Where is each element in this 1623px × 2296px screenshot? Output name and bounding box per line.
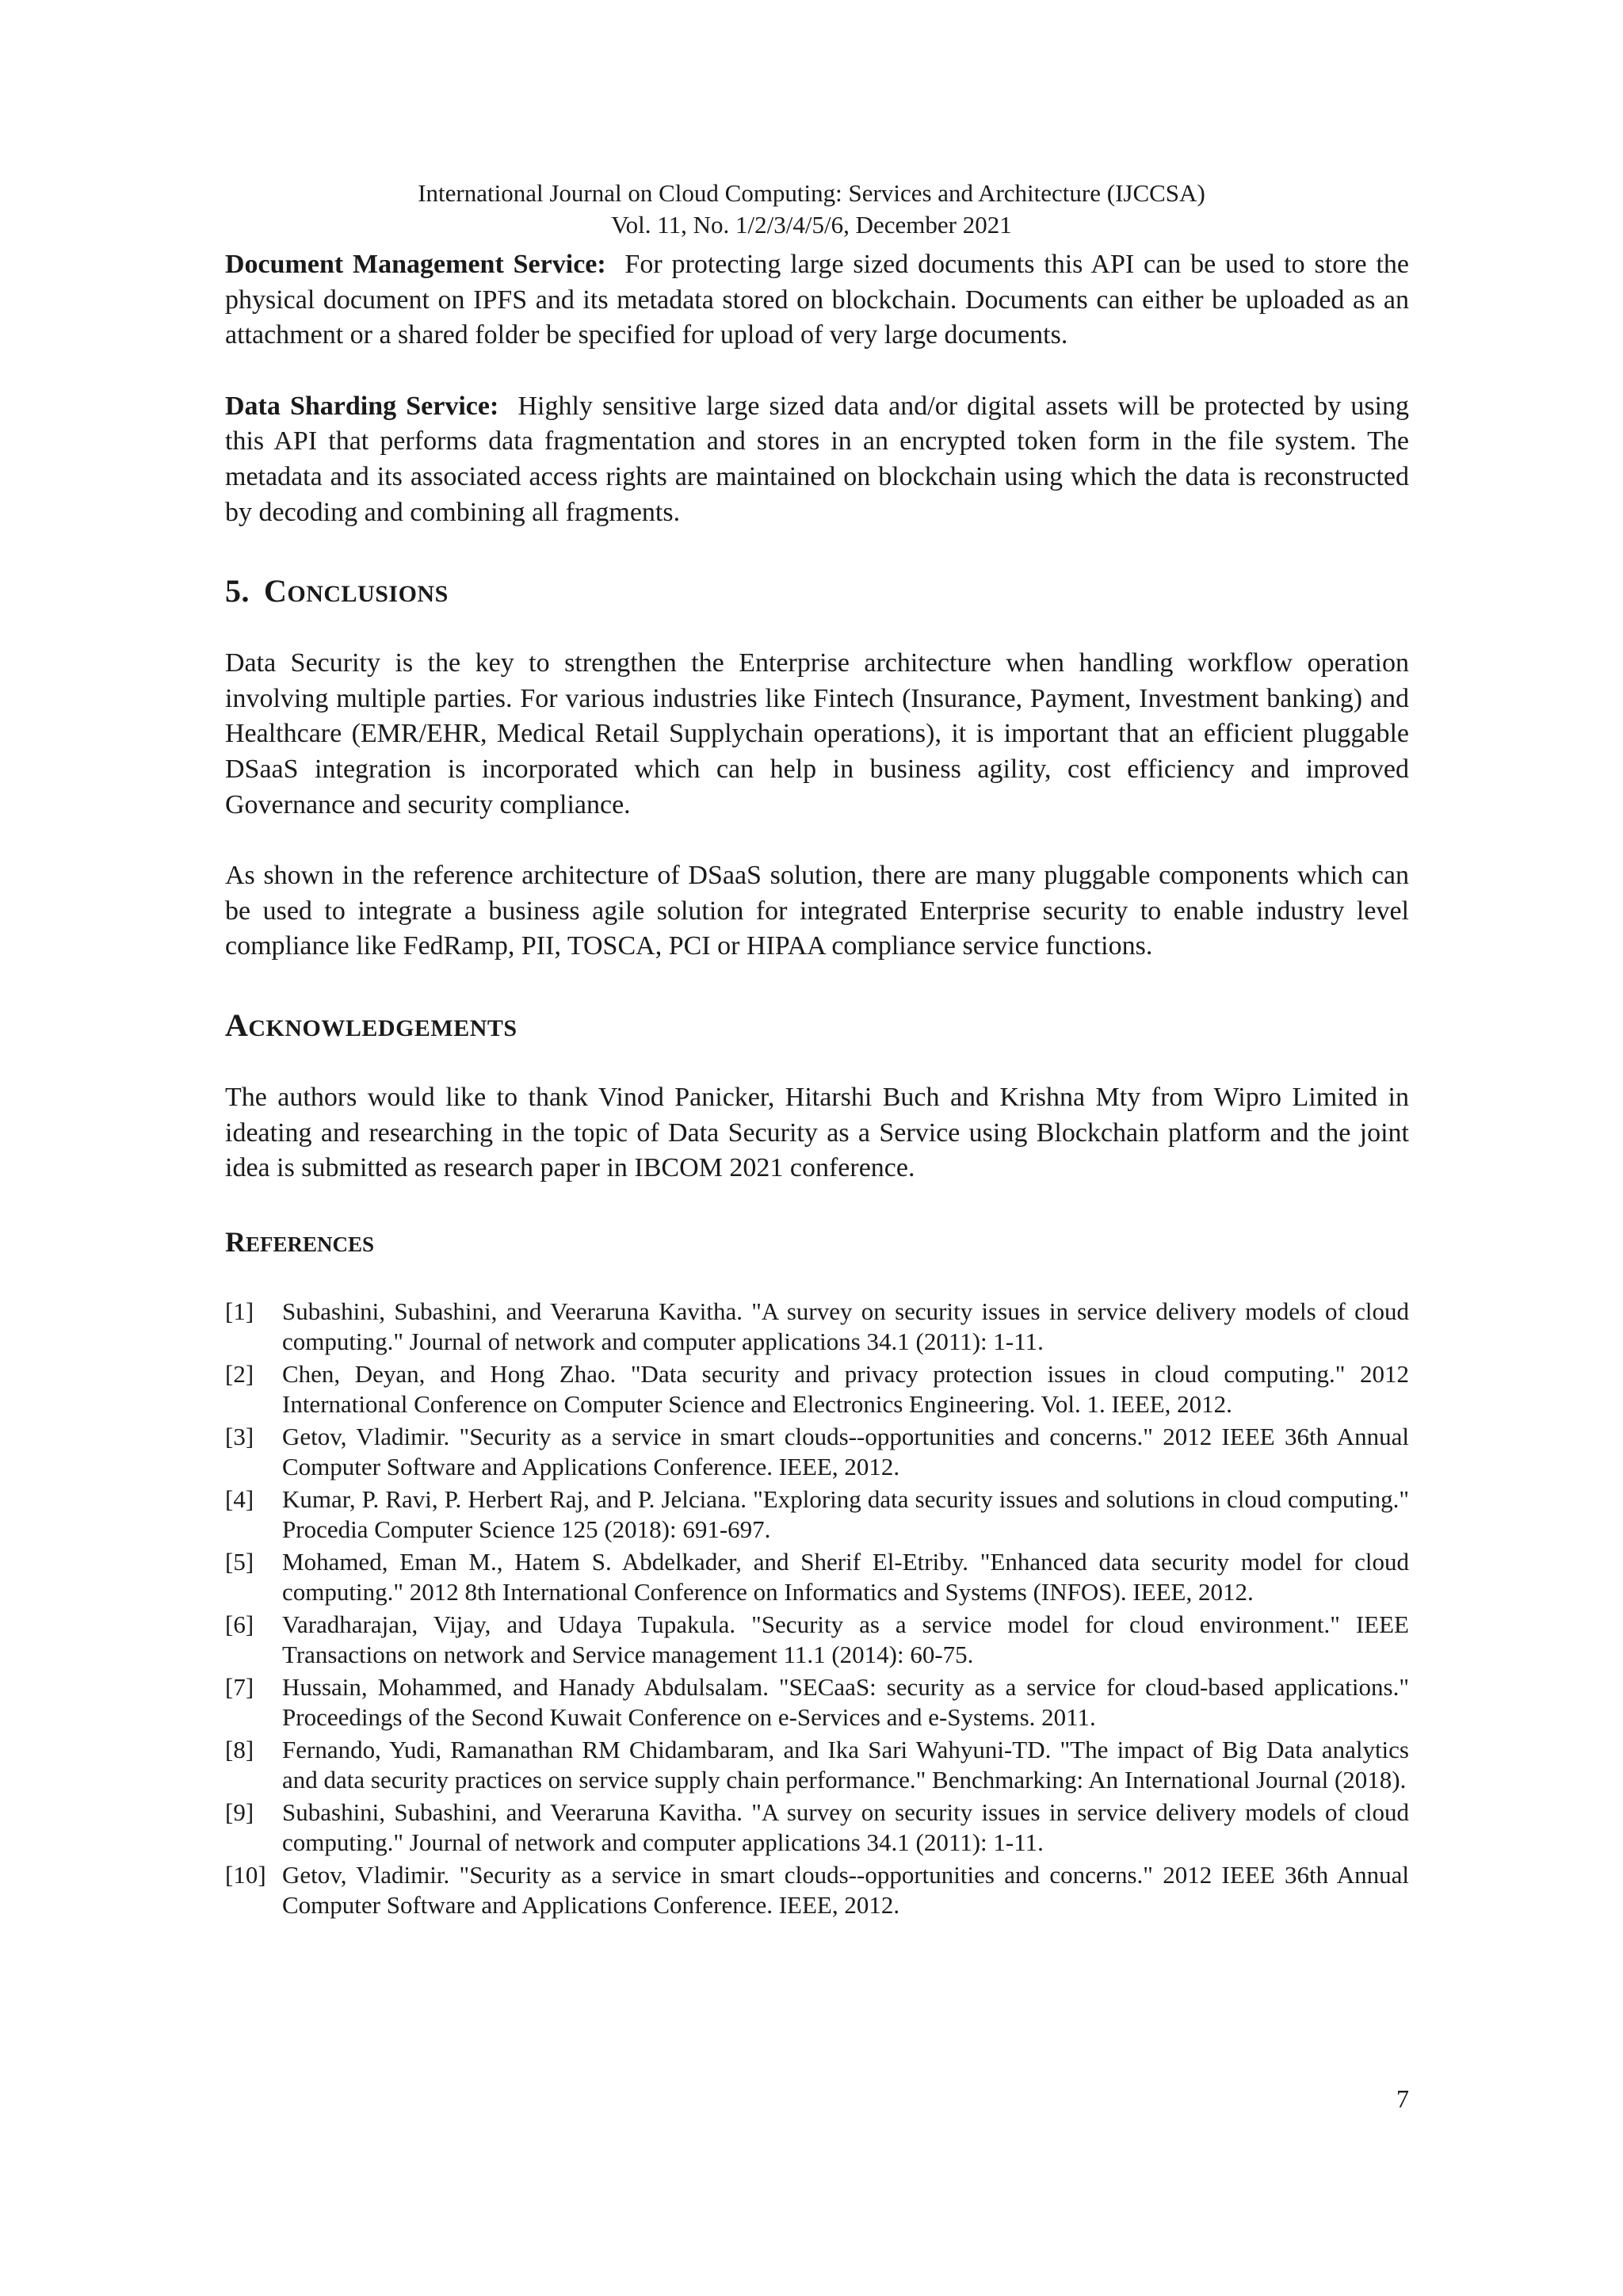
data-sharding-text: Highly sensitive large sized data and/or digital assets will be protected by using this API that performs data fragmentation and stores in an encrypted token form in the file system. The metadata and its associated access rights are maintained on blockchain using which the data is reconstructed by decoding and combining all fragments. — [225, 391, 1410, 527]
reference-number: [8] — [225, 1735, 254, 1763]
reference-number: [4] — [225, 1484, 254, 1513]
reference-number: [2] — [225, 1359, 254, 1388]
reference-item — [225, 1547, 1409, 1608]
reference-text: Subashini, Subashini, and Veeraruna Kavitha. "A survey on security issues in service delivery models of cloud computing." Journal of network and computer applications 34.1 (2011): 1-11. — [282, 1297, 1409, 1356]
data-sharding-paragraph — [225, 389, 1409, 530]
reference-text: Mohamed, Eman M., Hatem S. Abdelkader, and Sherif El-Etriby. "Enhanced data security model for cloud computing." 2012 8th International Conference on Informatics and Systems (INFOS). IEEE, 2012. — [282, 1547, 1409, 1606]
document-management-paragraph — [225, 247, 1409, 353]
reference-number: [9] — [225, 1797, 254, 1826]
reference-number: [6] — [225, 1610, 254, 1638]
reference-number: [3] — [225, 1422, 254, 1450]
conclusions-heading: 5. CONCLUSIONS — [225, 573, 449, 609]
reference-text: Hussain, Mohammed, and Hanady Abdulsalam. "SECaaS: security as a service for cloud-based applications." Proceedings of the Second Kuwait Conference on e-Services and e-Systems. 2011. — [282, 1672, 1409, 1732]
reference-text: Kumar, P. Ravi, P. Herbert Raj, and P. Jelciana. "Exploring data security issues and solutions in cloud computing." Procedia Computer Science 125 (2018): 691-697. — [282, 1484, 1409, 1544]
reference-item — [225, 1422, 1409, 1483]
reference-item — [225, 1672, 1409, 1733]
reference-item — [225, 1797, 1409, 1859]
main-content — [225, 247, 1409, 1923]
document-management-lead: Document Management Service: — [225, 250, 606, 279]
reference-item — [225, 1860, 1409, 1921]
reference-text: Getov, Vladimir. "Security as a service in smart clouds--opportunities and concerns." 2012 IEEE 36th Annual Computer Software and Applications Conference. IEEE, 2012. — [282, 1422, 1409, 1481]
acknowledgements-paragraph: The authors would like to thank Vinod Panicker, Hitarshi Buch and Krishna Mty from Wipro Limited in ideating and researching in the topic of Data Security as a Service using Blockchain platform and the joint idea is submitted as research paper in IBCOM 2021 conference. — [225, 1082, 1409, 1183]
reference-list — [225, 1297, 1409, 1921]
conclusions-paragraph-2: As shown in the reference architecture of DSaaS solution, there are many pluggable components which can be used to integrate a business agile solution for integrated Enterprise security to enable industry level compliance like FedRamp, PII, TOSCA, PCI or HIPAA compliance service functions. — [225, 861, 1409, 961]
document-management-text: For protecting large sized documents this API can be used to store the physical document on IPFS and its metadata stored on blockchain. Documents can either be uploaded as an attachment or a shared folder be specified for upload of very large documents. — [225, 250, 1409, 350]
reference-item — [225, 1297, 1409, 1358]
page-number: 7 — [1396, 2084, 1409, 2113]
conclusions-paragraph-1: Data Security is the key to strengthen the Enterprise architecture when handling workflow operation involving multiple parties. For various industries like Fintech (Insurance, Payment, Investment banking) and Healthcare (EMR/EHR, Medical Retail Supplychain operations), it is important that an efficient pluggable DSaaS integration is incorporated which can help in business agility, cost efficiency and improved Governance and security compliance. — [225, 648, 1409, 819]
reference-text: Getov, Vladimir. "Security as a service in smart clouds--opportunities and concerns." 2012 IEEE 36th Annual Computer Software and Applications Conference. IEEE, 2012. — [282, 1860, 1409, 1920]
reference-text: Fernando, Yudi, Ramanathan RM Chidambaram, and Ika Sari Wahyuni-TD. "The impact of Big Data analytics and data security practices on service supply chain performance." Benchmarking: An International Journal (2018). — [282, 1735, 1409, 1794]
reference-item — [225, 1484, 1409, 1545]
data-sharding-lead: Data Sharding Service: — [225, 391, 499, 421]
journal-volume: Vol. 11, No. 1/2/3/4/5/6, December 2021 — [611, 211, 1012, 239]
reference-number: [1] — [225, 1297, 254, 1325]
conclusions-number: 5. — [225, 573, 250, 609]
running-header — [0, 178, 1623, 241]
reference-text: Subashini, Subashini, and Veeraruna Kavitha. "A survey on security issues in service delivery models of cloud computing." Journal of network and computer applications 34.1 (2011): 1-11. — [282, 1797, 1409, 1857]
reference-item — [225, 1735, 1409, 1796]
acknowledgements-heading: ACKNOWLEDGEMENTS — [225, 1007, 517, 1043]
reference-item — [225, 1610, 1409, 1671]
reference-item — [225, 1359, 1409, 1420]
journal-title: International Journal on Cloud Computing: Services and Architecture (IJCCSA) — [418, 179, 1205, 207]
references-heading: REFERENCES — [225, 1225, 375, 1258]
reference-text: Varadharajan, Vijay, and Udaya Tupakula. "Security as a service model for cloud environment." IEEE Transactions on network and Service management 11.1 (2014): 60-75. — [282, 1610, 1409, 1669]
reference-number: [5] — [225, 1547, 254, 1576]
reference-number: [10] — [225, 1860, 266, 1889]
reference-text: Chen, Deyan, and Hong Zhao. "Data security and privacy protection issues in cloud computing." 2012 International Conference on Computer Science and Electronics Engineering. Vol. 1. IEEE, 2012. — [282, 1359, 1409, 1419]
reference-number: [7] — [225, 1672, 254, 1701]
